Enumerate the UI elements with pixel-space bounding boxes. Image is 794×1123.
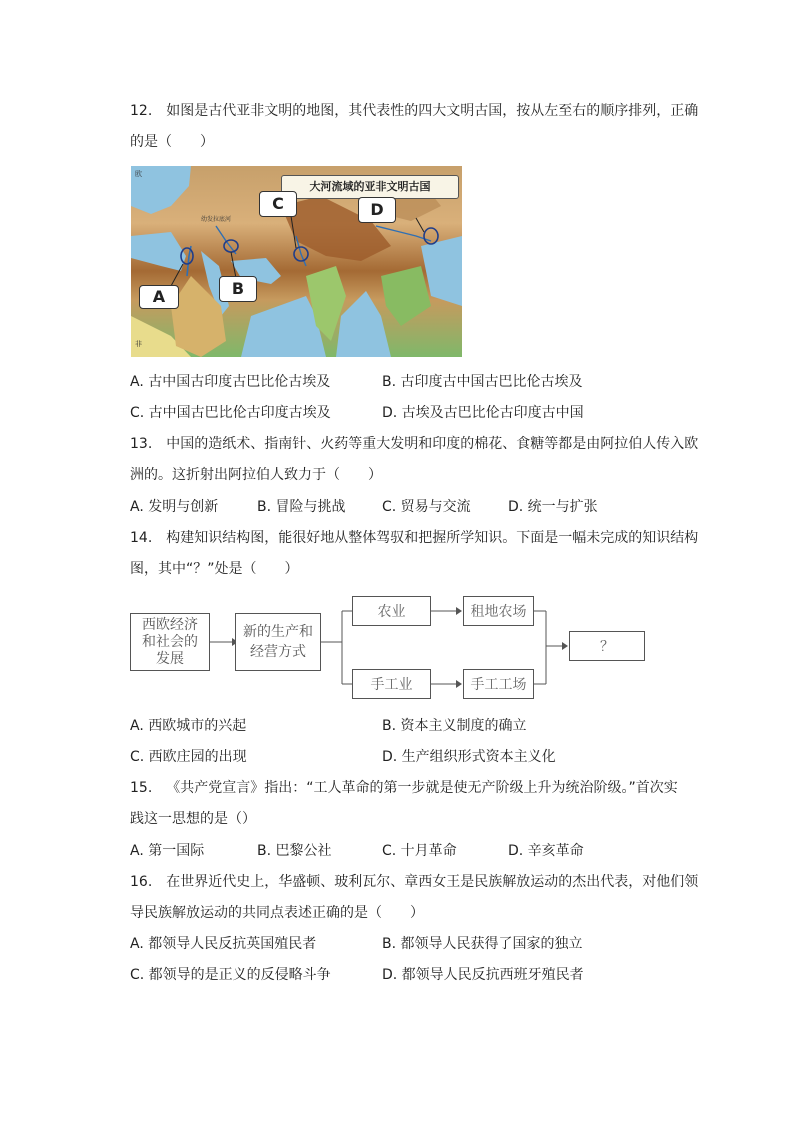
box2-line1: 新的生产和 [243, 624, 313, 640]
q16-stem-line2: 导民族解放运动的共同点表述正确的是（ ） [130, 905, 424, 921]
q13-stem-line1: 13. 中国的造纸术、指南针、火药等重大发明和印度的棉花、食糖等都是由阿拉伯人传入欧 [130, 436, 699, 452]
box1-line2: 和社会的 [142, 633, 198, 650]
box2-line2: 经营方式 [250, 644, 306, 660]
svg-text:欧: 欧 [135, 170, 142, 178]
q12-stem-line2: 的是（ ） [130, 134, 214, 150]
q14-option-a[interactable]: A. 西欧城市的兴起 [130, 718, 247, 734]
q14-option-b[interactable]: B. 资本主义制度的确立 [382, 718, 527, 734]
q15-option-d[interactable]: D. 辛亥革命 [508, 843, 584, 859]
ancient-civilizations-map [131, 166, 462, 357]
map-title-banner: 大河流域的亚非文明古国 [281, 175, 459, 199]
q12-option-b[interactable]: B. 古印度古中国古巴比伦古埃及 [382, 374, 583, 390]
map-marker-a: A [139, 285, 179, 309]
knowledge-structure-diagram [130, 594, 650, 700]
q12-option-d[interactable]: D. 古埃及古巴比伦古印度古中国 [382, 405, 584, 421]
diagram-box-new-production-methods [235, 613, 321, 671]
q13-option-b[interactable]: B. 冒险与挑战 [257, 499, 346, 515]
diagram-box-unknown: ？ [569, 631, 645, 661]
map-marker-d: D [358, 197, 396, 223]
q12-stem-line1: 12. 如图是古代亚非文明的地图，其代表性的四大文明古国，按从左至右的顺序排列，正确 [130, 103, 699, 119]
q16-option-a[interactable]: A. 都领导人民反抗英国殖民者 [130, 936, 317, 952]
svg-text:幼发拉底河: 幼发拉底河 [201, 216, 232, 223]
q13-stem-line2: 洲的。这折射出阿拉伯人致力于（ ） [130, 467, 382, 483]
q15-stem-line2: 践这一思想的是（） [130, 811, 256, 827]
q15-option-b[interactable]: B. 巴黎公社 [257, 843, 332, 859]
q12-option-c[interactable]: C. 古中国古巴比伦古印度古埃及 [130, 405, 331, 421]
diagram-box-agriculture: 农业 [352, 596, 431, 626]
diagram-box-western-europe-development [130, 613, 210, 671]
box1-line3: 发展 [156, 650, 184, 667]
q14-stem-line2: 图，其中“？”处是（ ） [130, 561, 299, 577]
q15-stem-line1: 15. 《共产党宣言》指出：“工人革命的第一步就是使无产阶级上升为统治阶级。”首次实 [130, 780, 678, 796]
q13-option-a[interactable]: A. 发明与创新 [130, 499, 219, 515]
map-marker-c: C [259, 191, 297, 217]
diagram-box-tenant-farm: 租地农场 [463, 596, 534, 626]
q12-option-a[interactable]: A. 古中国古印度古巴比伦古埃及 [130, 374, 331, 390]
q16-option-c[interactable]: C. 都领导的是正义的反侵略斗争 [130, 967, 331, 983]
q15-option-c[interactable]: C. 十月革命 [382, 843, 457, 859]
q14-option-d[interactable]: D. 生产组织形式资本主义化 [382, 749, 556, 765]
q14-stem-line1: 14. 构建知识结构图，能很好地从整体驾驭和把握所学知识。下面是一幅未完成的知识结构 [130, 530, 699, 546]
q16-stem-line1: 16. 在世界近代史上，华盛顿、玻利瓦尔、章西女王是民族解放运动的杰出代表，对他们领 [130, 874, 699, 890]
q16-option-d[interactable]: D. 都领导人民反抗西班牙殖民者 [382, 967, 584, 983]
q13-option-c[interactable]: C. 贸易与交流 [382, 499, 471, 515]
q15-option-a[interactable]: A. 第一国际 [130, 843, 205, 859]
box1-line1: 西欧经济 [142, 616, 198, 633]
q13-option-d[interactable]: D. 统一与扩张 [508, 499, 598, 515]
svg-text:非: 非 [135, 340, 142, 348]
q14-option-c[interactable]: C. 西欧庄园的出现 [130, 749, 247, 765]
diagram-box-workshop: 手工工场 [463, 669, 534, 699]
diagram-box-handicraft: 手工业 [352, 669, 431, 699]
map-marker-b: B [219, 276, 257, 302]
q16-option-b[interactable]: B. 都领导人民获得了国家的独立 [382, 936, 583, 952]
